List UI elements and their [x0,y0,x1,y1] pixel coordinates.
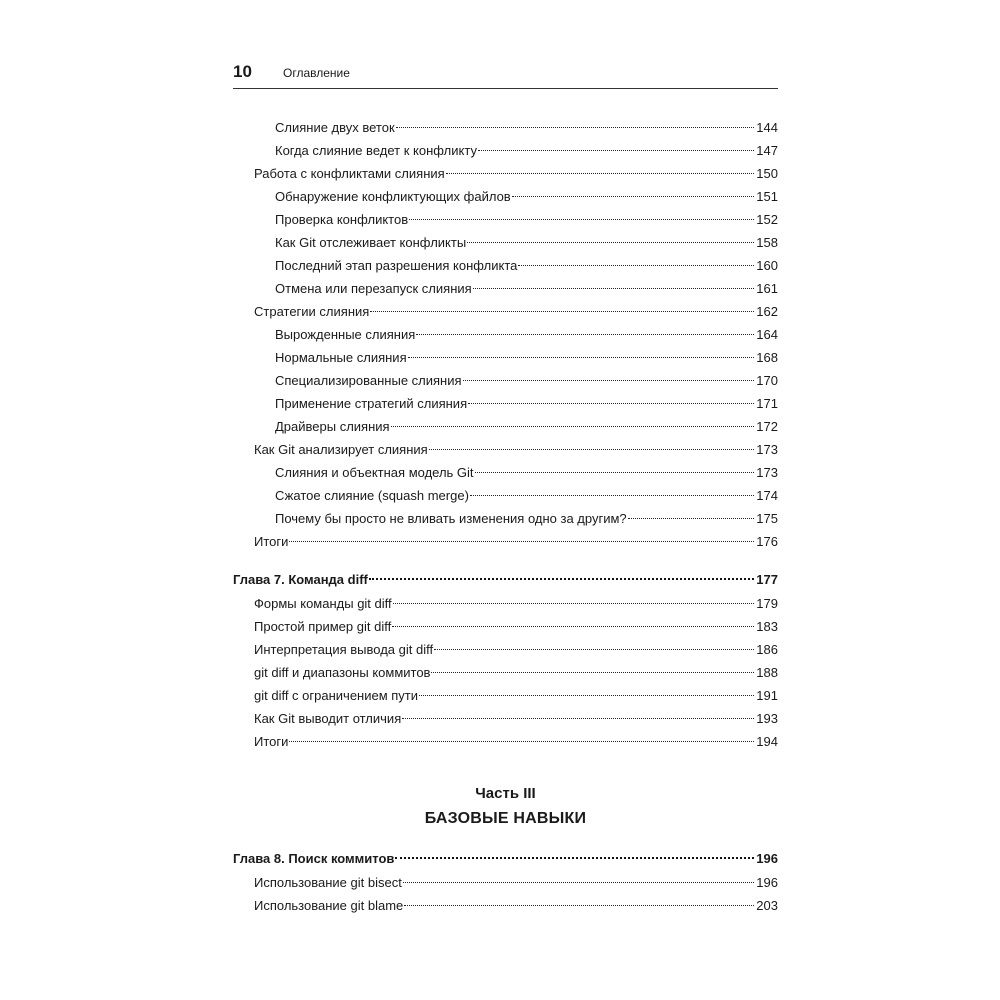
toc-entry-diff-commit-ranges[interactable] [254,663,778,683]
toc-entry-finding-conflicted-files[interactable] [275,187,778,207]
dot-leader [289,741,754,742]
toc-entry-page: 196 [756,875,778,890]
toc-entry-aborting-merge[interactable] [275,279,778,299]
toc-entry-how-git-derives-diffs[interactable] [254,709,778,729]
toc-entry-title: Сжатое слияние (squash merge) [275,488,469,503]
dot-leader [467,242,754,243]
dot-leader [395,857,754,859]
toc-entry-title: Как Git отслеживает конфликты [275,235,467,250]
toc-entry-git-bisect[interactable] [254,873,778,893]
dot-leader [470,495,754,496]
toc-entry-title: Применение стратегий слияния [275,396,468,411]
toc-entry-title: Использование git bisect [254,875,402,890]
toc-entry-page: 179 [756,596,778,611]
toc-entry-how-git-tracks-conflicts[interactable] [275,233,778,253]
toc-entry-page: 144 [756,120,778,135]
toc-entry-page: 147 [756,143,778,158]
toc-entry-title: git diff и диапазоны коммитов [254,665,431,680]
toc-chapter-7[interactable] [233,570,778,590]
toc-entry-title: Отмена или перезапуск слияния [275,281,472,296]
toc-entry-page: 173 [756,442,778,457]
dot-leader [370,311,754,312]
toc-entry-page: 152 [756,212,778,227]
dot-leader [416,334,754,335]
toc-entry-inspecting-conflicts[interactable] [275,210,778,230]
toc-entry-page: 203 [756,898,778,913]
running-head [233,58,778,89]
dot-leader [434,649,754,650]
dot-leader [463,380,755,381]
toc-entry-title: Специализированные слияния [275,373,462,388]
toc-entry-page: 160 [756,258,778,273]
book-page [233,58,778,958]
toc-entry-title: Слияние двух веток [275,120,395,135]
dot-leader [518,265,754,266]
dot-leader [473,288,755,289]
dot-leader [289,541,754,542]
toc-entry-understanding-diff-output[interactable] [254,640,778,660]
dot-leader [392,626,754,627]
toc-entry-how-git-thinks-about-merges[interactable] [254,440,778,460]
chapter-page: 177 [756,572,778,587]
toc-entry-title: Вырожденные слияния [275,327,416,342]
toc-entry-diff-path-limiting[interactable] [254,686,778,706]
dot-leader [468,403,754,404]
dot-leader [512,196,755,197]
toc-entry-page: 191 [756,688,778,703]
toc-entry-title: Формы команды git diff [254,596,392,611]
toc-entry-page: 170 [756,373,778,388]
toc-entry-page: 162 [756,304,778,319]
toc-entry-squash-merges[interactable] [275,486,778,506]
dot-leader [628,518,755,519]
dot-leader [431,672,754,673]
toc-entry-page: 161 [756,281,778,296]
toc-entry-title: Последний этап разрешения конфликта [275,258,518,273]
toc-entry-title: Нормальные слияния [275,350,407,365]
toc-entry-title: Драйверы слияния [275,419,390,434]
dot-leader [396,127,755,128]
dot-leader [404,905,754,906]
toc-entry-page: 194 [756,734,778,749]
dot-leader [446,173,755,174]
dot-leader [391,426,755,427]
toc-entry-merge-strategies[interactable] [254,302,778,322]
part-label: Часть III [475,785,536,802]
toc-entry-summary[interactable] [254,532,778,552]
dot-leader [475,472,755,473]
toc-entry-title: Интерпретация вывода git diff [254,642,434,657]
dot-leader [429,449,755,450]
part-title: БАЗОВЫЕ НАВЫКИ [424,810,587,827]
dot-leader [403,882,754,883]
toc-entry-title: Работа с конфликтами слияния [254,166,445,181]
toc-entry-page: 183 [756,619,778,634]
dot-leader [409,219,754,220]
toc-entry-title: Когда слияние ведет к конфликту [275,143,477,158]
toc-entry-title: Использование git blame [254,898,404,913]
dot-leader [408,357,755,358]
toc-entry-merge-conflict[interactable] [275,141,778,161]
toc-entry-title: Стратегии слияния [254,304,370,319]
chapter-title: Глава 7. Команда diff [233,572,368,587]
toc-entry-title: Почему бы просто не вливать изменения одно за другим? [275,511,627,526]
toc-entry-page: 171 [756,396,778,411]
toc-entry-page: 193 [756,711,778,726]
toc-entry-title: Проверка конфликтов [275,212,409,227]
dot-leader [419,695,754,696]
toc-entry-title: Как Git анализирует слияния [254,442,428,457]
toc-entry-title: git diff с ограничением пути [254,688,419,703]
toc-entry-summary[interactable] [254,732,778,752]
toc-entry-page: 188 [756,665,778,680]
toc-entry-page: 186 [756,642,778,657]
toc-entry-git-blame[interactable] [254,896,778,916]
toc-entry-page: 175 [756,511,778,526]
toc-entry-page: 158 [756,235,778,250]
dot-leader [369,578,754,580]
toc-entry-page: 168 [756,350,778,365]
toc-entry-page: 174 [756,488,778,503]
page-number: 10 [233,62,252,81]
toc-entry-merging-two-branches[interactable] [275,118,778,138]
toc-entry-title: Слияния и объектная модель Git [275,465,474,480]
toc-entry-merges-and-object-model[interactable] [275,463,778,483]
toc-entry-finishing-conflict-resolution[interactable] [275,256,778,276]
toc-entry-page: 176 [756,534,778,549]
toc-entry-title: Обнаружение конфликтующих файлов [275,189,511,204]
toc-entry-title: Как Git выводит отличия [254,711,402,726]
toc-entry-page: 172 [756,419,778,434]
dot-leader [393,603,755,604]
dot-leader [402,718,754,719]
toc-entry-title: Простой пример git diff [254,619,392,634]
toc-entry-working-with-conflicts[interactable] [254,164,778,184]
toc-entry-page: 173 [756,465,778,480]
toc-entry-title: Итоги [254,534,289,549]
chapter-page: 196 [756,851,778,866]
toc-entry-specialty-merges[interactable] [275,371,778,391]
toc-entry-title: Итоги [254,734,289,749]
dot-leader [478,150,754,151]
toc-entry-page: 164 [756,327,778,342]
toc-entry-applying-merge-strategies[interactable] [275,394,778,414]
toc-entry-page: 151 [756,189,778,204]
toc-entry-diff-forms[interactable] [254,594,778,614]
toc-entry-page: 150 [756,166,778,181]
toc-entry-simple-diff-example[interactable] [254,617,778,637]
toc-entry-merge-drivers[interactable] [275,417,778,437]
toc-entry-normal-merges[interactable] [275,348,778,368]
chapter-title: Глава 8. Поиск коммитов [233,851,395,866]
toc-chapter-8[interactable] [233,849,778,869]
toc-entry-degenerate-merges[interactable] [275,325,778,345]
running-title: Оглавление [283,66,350,80]
toc-entry-why-not-merge-each-change[interactable] [275,509,778,529]
